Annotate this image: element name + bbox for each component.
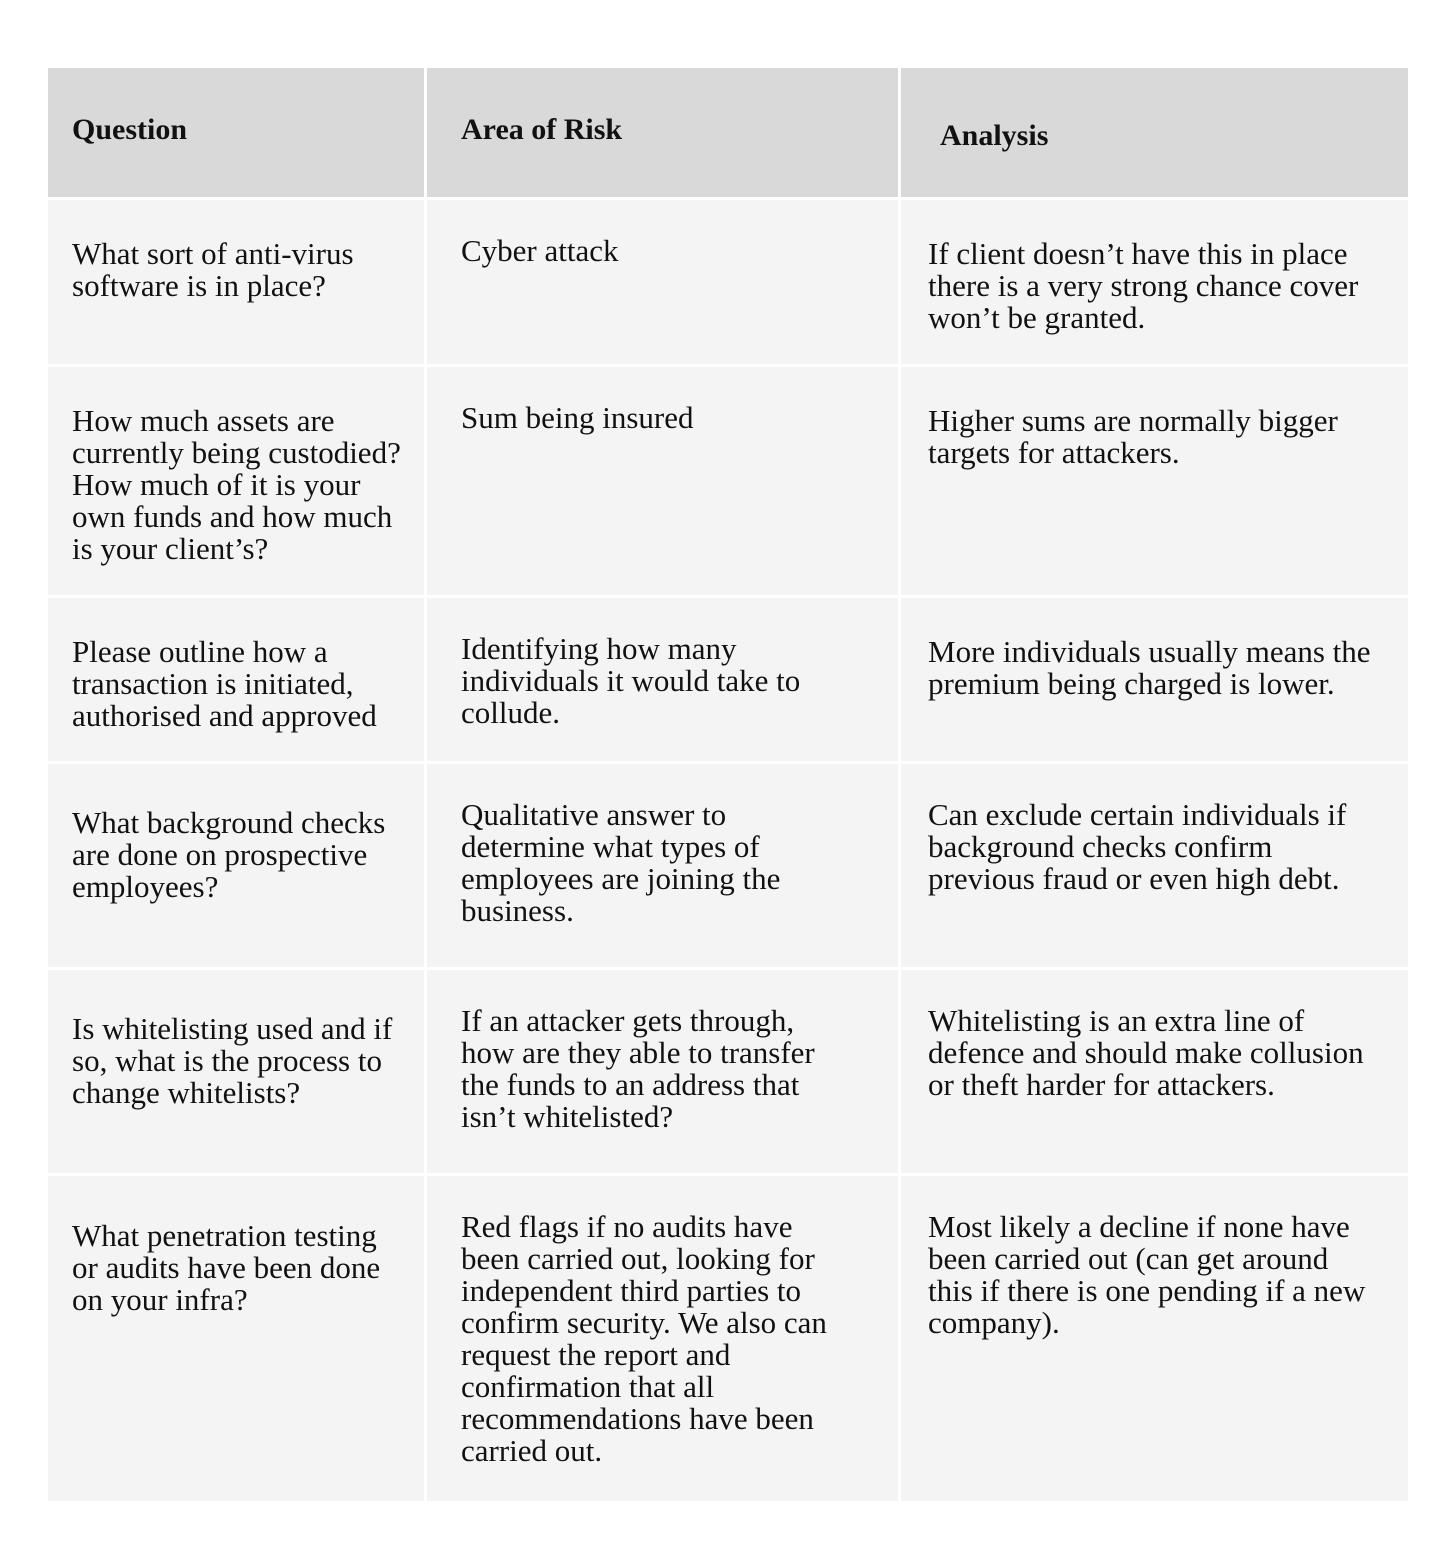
header-question: Question	[48, 68, 424, 197]
row-4-analysis: Can exclude certain individuals if background checks confirm previous fraud or even high debt.	[901, 764, 1408, 967]
header-area-of-risk: Area of Risk	[427, 68, 898, 197]
row-6-analysis: Most likely a decline if none have been carried out (can get around this if there is one pending if a new company).	[901, 1176, 1408, 1501]
row-2-area-of-risk: Sum being insured	[427, 367, 898, 595]
row-3-area-of-risk: Identifying how many individuals it would take to collude.	[427, 598, 898, 761]
row-6-question: What penetration testing or audits have been done on your infra?	[48, 1176, 424, 1501]
row-3-question: Please outline how a transaction is initiated, authorised and approved	[48, 598, 424, 761]
row-5-analysis: Whitelisting is an extra line of defence and should make collusion or theft harder for attackers.	[901, 970, 1408, 1173]
row-1-area-of-risk: Cyber attack	[427, 200, 898, 364]
row-4-area-of-risk: Qualitative answer to determine what types of employees are joining the business.	[427, 764, 898, 967]
row-4-question: What background checks are done on prospective employees?	[48, 764, 424, 967]
row-3-analysis: More individuals usually means the premium being charged is lower.	[901, 598, 1408, 761]
row-1-analysis: If client doesn’t have this in place there is a very strong chance cover won’t be granted.	[901, 200, 1408, 364]
header-analysis: Analysis	[901, 68, 1408, 197]
row-5-area-of-risk: If an attacker gets through, how are they able to transfer the funds to an address that isn’t whitelisted?	[427, 970, 898, 1173]
row-6-area-of-risk: Red flags if no audits have been carried out, looking for independent third parties to confirm security. We also can request the report and confirmation that all recommendations have been carried out.	[427, 1176, 898, 1501]
row-5-question: Is whitelisting used and if so, what is the process to change whitelists?	[48, 970, 424, 1173]
row-2-analysis: Higher sums are normally bigger targets for attackers.	[901, 367, 1408, 595]
risk-assessment-table	[48, 68, 1408, 1501]
row-1-question: What sort of anti-virus software is in place?	[48, 200, 424, 364]
row-2-question: How much assets are currently being custodied? How much of it is your own funds and how much is your client’s?	[48, 367, 424, 595]
